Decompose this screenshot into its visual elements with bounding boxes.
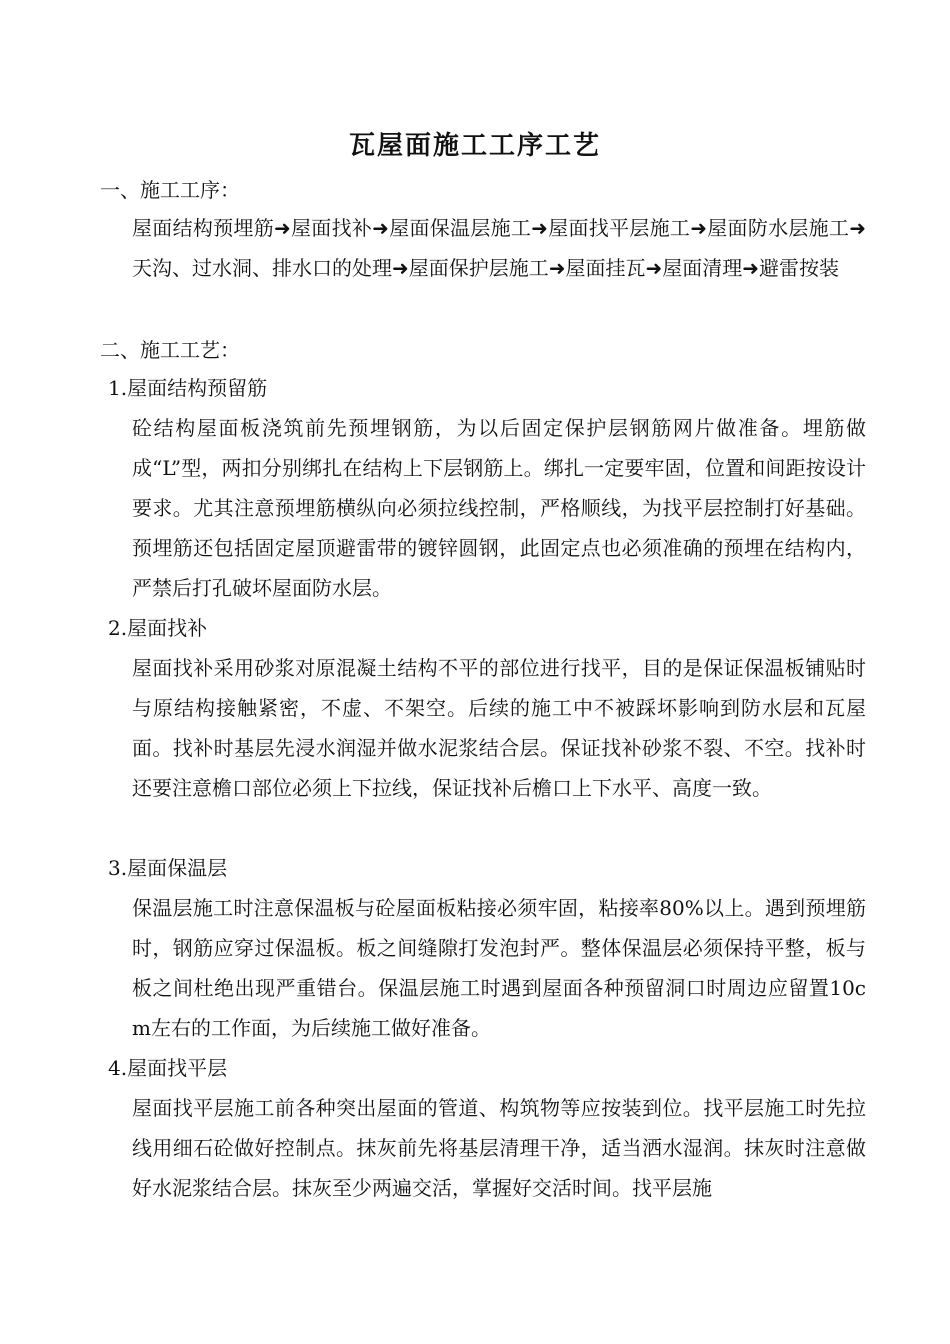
item-body-1: 砼结构屋面板浇筑前先预埋钢筋，为以后固定保护层钢筋网片做准备。埋筋做成“L”型，两扣分别绑扎在结构上下层钢筋上。绑扎一定要牢固，位置和间距按设计要求。尤其注意预埋筋横纵向必须拉线控制，严格顺线，为找平层控制打好基础。预埋筋还包括固定屋顶避雷带的镀锌圆钢，此固定点也必须准确的预埋在结构内，严禁后打孔破坏屋面防水层。 bbox=[132, 416, 866, 600]
item-title-2: 2.屋面找补 bbox=[108, 616, 208, 640]
item-title-3: 3.屋面保温层 bbox=[108, 856, 228, 880]
item-body-2: 屋面找补采用砂浆对原混凝土结构不平的部位进行找平，目的是保证保温板铺贴时与原结构接触紧密，不虚、不架空。后续的施工中不被踩坏影响到防水层和瓦屋面。找补时基层先浸水润湿并做水泥浆结合层。保证找补砂浆不裂、不空。找补时还要注意檐口部位必须上下拉线，保证找补后檐口上下水平、高度一致。 bbox=[132, 656, 866, 800]
section-heading-procedure: 一、施工工序： bbox=[100, 178, 240, 202]
item-body-3: 保温层施工时注意保温板与砼屋面板粘接必须牢固，粘接率80%以上。遇到预埋筋时，钢筋应穿过保温板。板之间缝隙打发泡封严。整体保温层必须保持平整，板与板之间杜绝出现严重错台。保温层施工时遇到屋面各种预留洞口时周边应留置10cm左右的工作面，为后续施工做好准备。 bbox=[132, 896, 866, 1040]
document-title: 瓦屋面施工工序工艺 bbox=[348, 131, 601, 161]
item-body-4: 屋面找平层施工前各种突出屋面的管道、构筑物等应按装到位。找平层施工时先拉线用细石砼做好控制点。抹灰前先将基层清理干净，适当洒水湿润。抹灰时注意做好水泥浆结合层。抹灰至少两遍交活，掌握好交活时间。找平层施 bbox=[132, 1096, 866, 1200]
item-title-1: 1.屋面结构预留筋 bbox=[108, 376, 268, 400]
section-heading-technique: 二、施工工艺： bbox=[100, 338, 240, 362]
procedure-paragraph: 屋面结构预埋筋➜屋面找补➜屋面保温层施工➜屋面找平层施工➜屋面防水层施工➜天沟、过水洞、排水口的处理➜屋面保护层施工➜屋面挂瓦➜屋面清理➜避雷按装 bbox=[132, 216, 866, 280]
item-title-4: 4.屋面找平层 bbox=[108, 1056, 228, 1080]
